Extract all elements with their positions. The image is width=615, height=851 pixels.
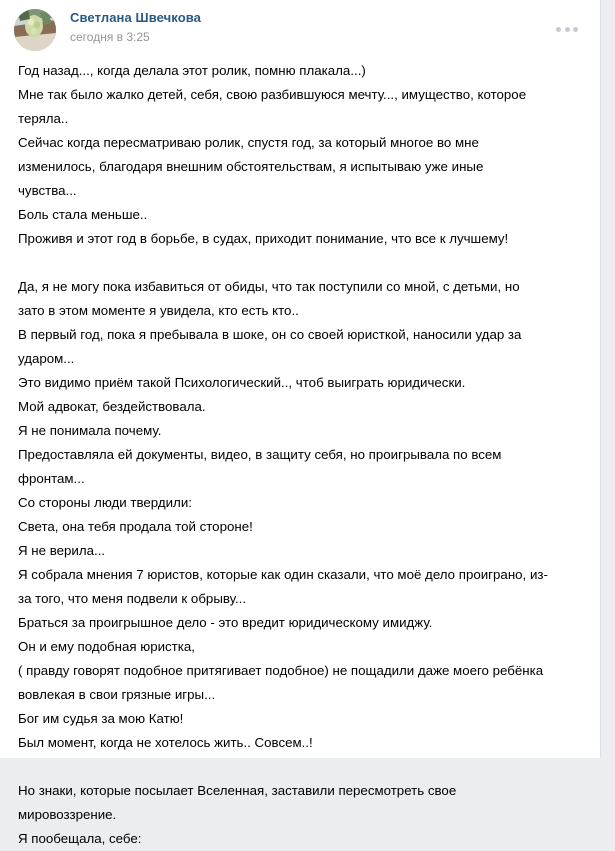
post-text-line: Да, я не могу пока избавиться от обиды, что так поступили со мной, с детьми, но [18, 279, 520, 294]
post-text-line: Я не верила... [18, 543, 106, 558]
page-right-gutter [602, 0, 615, 758]
post-text-blank-line [18, 251, 580, 275]
post-text-line: за того, что меня подвели к обрыву... [18, 591, 247, 606]
post-text-line: Бог им судья за мою Катю! [18, 711, 184, 726]
post-text-line: фронтам... [18, 471, 85, 486]
post-text-body [0, 56, 600, 851]
post-text-line: ударом... [18, 351, 75, 366]
post-text-blank-line [18, 755, 580, 779]
post-text-line: Сейчас когда пересматриваю ролик, спустя год, за который многое во мне [18, 135, 479, 150]
post-text-line: Я не понимала почему. [18, 423, 162, 438]
post-more-options-button[interactable] [556, 24, 578, 34]
post-text-line: Со стороны люди твердили: [18, 495, 192, 510]
post-text-line: Я пообещала, себе: [18, 831, 142, 846]
post-text-line: Боль стала меньше.. [18, 207, 148, 222]
ellipsis-horizontal-icon-dot-1 [556, 27, 561, 32]
post-text-line: Предоставляла ей документы, видео, в защиту себя, но проигрывала по всем [18, 447, 502, 462]
post-text-line: вовлекая в свои грязные игры... [18, 687, 216, 702]
user-photo-avatar-icon [14, 9, 56, 51]
post-text-line: зато в этом моменте я увидела, кто есть кто.. [18, 303, 299, 318]
post-header [0, 0, 600, 56]
post-text-line: Браться за проигрышное дело - это вредит юридическому имиджу. [18, 615, 433, 630]
post-text-line: ( правду говорят подобное притягивает подобное) не пощадили даже моего ребёнка [18, 663, 544, 678]
ellipsis-horizontal-icon-dot-3 [573, 27, 578, 32]
post-text-line: Был момент, когда не хотелось жить.. Совсем..! [18, 735, 313, 750]
post-text-line: Это видимо приём такой Психологический.., чтоб выиграть юридически. [18, 375, 466, 390]
ellipsis-horizontal-icon-dot-2 [565, 27, 570, 32]
post-text-line: Я собрала мнения 7 юристов, которые как один сказали, что моё дело проиграно, из- [18, 567, 548, 582]
post-text-line: мировоззрение. [18, 807, 117, 822]
author-name[interactable]: Светлана Швечкова [70, 10, 202, 25]
post-text-line: чувства... [18, 183, 77, 198]
post-text-line: В первый год, пока я пребывала в шоке, он со своей юристкой, наносили удар за [18, 327, 522, 342]
avatar[interactable] [14, 9, 56, 51]
post-text-line: Мой адвокат, бездействовала. [18, 399, 206, 414]
author-block [70, 10, 201, 45]
post-text-line: Проживя и этот год в борьбе, в судах, приходит понимание, что все к лучшему! [18, 231, 509, 246]
post-text-line: Он и ему подобная юристка, [18, 639, 195, 654]
post-timestamp[interactable]: сегодня в 3:25 [70, 30, 150, 44]
post-text-line: Света, она тебя продала той стороне! [18, 519, 253, 534]
post-text-line: теряла.. [18, 111, 69, 126]
post-text-line: изменилось, благодаря внешним обстоятельствам, я испытываю уже иные [18, 159, 484, 174]
post-text-line: Но знаки, которые посылает Вселенная, заставили пересмотреть свое [18, 783, 457, 798]
post-text-line: Мне так было жалко детей, себя, свою разбившуюся мечту..., имущество, которое [18, 87, 527, 102]
post-text-line: Год назад..., когда делала этот ролик, помню плакала...) [18, 63, 366, 78]
